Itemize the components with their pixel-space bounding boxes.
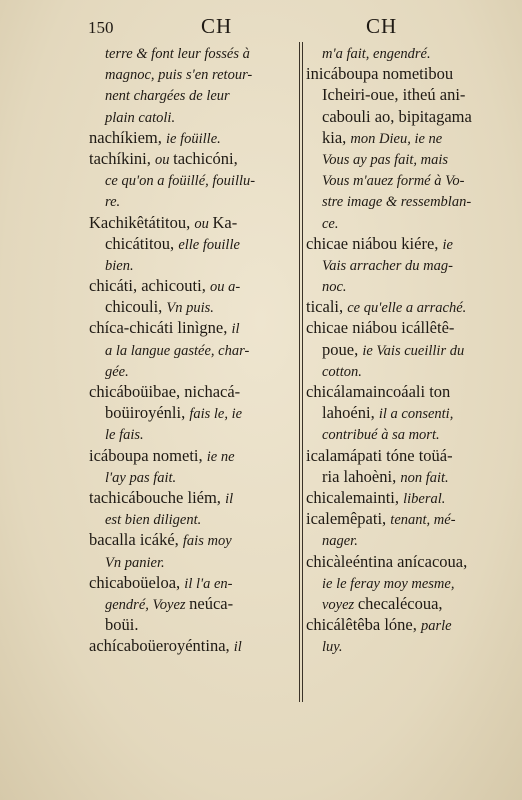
dictionary-entry bbox=[306, 42, 511, 63]
french-gloss: ce qu'on a foüillé, fouillu- bbox=[105, 173, 256, 190]
french-gloss: contribué à sa mort. bbox=[322, 427, 440, 444]
french-gloss: ie Vais cueillir du bbox=[362, 342, 465, 359]
entry-line bbox=[306, 212, 511, 233]
carib-term: boüiroyénli, bbox=[105, 403, 190, 423]
dictionary-entry bbox=[89, 317, 294, 381]
dictionary-entry bbox=[89, 127, 294, 148]
entry-line bbox=[306, 614, 511, 635]
right-column bbox=[306, 42, 511, 656]
carib-term: icalemêpati, bbox=[306, 509, 391, 529]
entry-line bbox=[306, 63, 511, 84]
french-gloss: il bbox=[233, 639, 242, 656]
french-gloss: il l'a en- bbox=[184, 575, 233, 592]
dictionary-entry bbox=[89, 529, 294, 571]
french-gloss: ce. bbox=[322, 215, 339, 232]
dictionary-entry bbox=[306, 296, 511, 317]
french-gloss: ie foüille. bbox=[165, 130, 221, 147]
entry-line bbox=[89, 445, 294, 466]
entry-line bbox=[306, 551, 511, 572]
french-gloss: stre image & ressemblan- bbox=[322, 194, 472, 211]
entry-line bbox=[89, 339, 294, 360]
carib-term: chicae niábou kiére, bbox=[306, 233, 443, 253]
french-gloss: nent chargées de leur bbox=[105, 88, 230, 105]
carib-term: nachíkiem, bbox=[89, 127, 166, 147]
dictionary-entry bbox=[306, 445, 511, 487]
carib-term: chicàleéntina anícacoua, bbox=[306, 551, 468, 571]
french-gloss: Vais arracher du mag- bbox=[322, 257, 453, 274]
french-gloss: Vn panier. bbox=[105, 554, 165, 571]
dictionary-entry bbox=[89, 42, 294, 127]
entry-line bbox=[306, 106, 511, 127]
carib-term: boüi. bbox=[105, 615, 139, 635]
carib-term: tachíkini, bbox=[89, 148, 155, 168]
dictionary-entry bbox=[306, 317, 511, 381]
carib-term: ria lahoèni, bbox=[322, 466, 401, 486]
entry-line bbox=[89, 63, 294, 84]
carib-term: chicae niábou icállêtê- bbox=[306, 318, 455, 338]
entry-line bbox=[89, 635, 294, 656]
running-header bbox=[0, 14, 522, 40]
dictionary-entry bbox=[89, 275, 294, 317]
entry-line bbox=[89, 169, 294, 190]
french-gloss: il bbox=[231, 321, 240, 338]
entry-line bbox=[89, 233, 294, 254]
carib-term: checalécoua, bbox=[357, 593, 443, 613]
dictionary-entry bbox=[89, 635, 294, 656]
french-gloss: ou a- bbox=[209, 279, 241, 296]
left-column bbox=[89, 42, 294, 656]
entry-line bbox=[306, 487, 511, 508]
french-gloss: il a consenti, bbox=[378, 406, 454, 423]
dictionary-entry bbox=[89, 212, 294, 276]
entry-line bbox=[306, 593, 511, 614]
french-gloss: bien. bbox=[105, 257, 134, 274]
carib-term: tachicábouche liém, bbox=[89, 487, 226, 507]
french-gloss: nager. bbox=[322, 533, 358, 550]
dictionary-entry bbox=[89, 487, 294, 529]
dictionary-entry bbox=[306, 63, 511, 233]
entry-line bbox=[89, 296, 294, 317]
carib-term: poue, bbox=[322, 339, 363, 359]
entry-line bbox=[306, 148, 511, 169]
french-gloss: voyez bbox=[322, 596, 358, 613]
french-gloss: est bien diligent. bbox=[105, 512, 202, 529]
carib-term: cabouli ao, bipitagama bbox=[322, 106, 472, 126]
french-gloss: Vn puis. bbox=[166, 300, 214, 317]
french-gloss: terre & font leur fossés à bbox=[105, 46, 250, 62]
carib-term: lahoéni, bbox=[322, 403, 379, 423]
entry-line bbox=[89, 42, 294, 63]
entry-line bbox=[89, 466, 294, 487]
entry-line bbox=[306, 381, 511, 402]
entry-line bbox=[89, 614, 294, 635]
french-gloss: m'a fait, engendré. bbox=[322, 46, 431, 62]
french-gloss: cotton. bbox=[322, 363, 362, 380]
carib-term: neúca- bbox=[189, 593, 234, 613]
french-gloss: liberal. bbox=[403, 490, 446, 507]
french-gloss: fais moy bbox=[182, 533, 232, 550]
entry-line bbox=[89, 127, 294, 148]
french-gloss: parle bbox=[420, 618, 452, 635]
entry-line bbox=[89, 360, 294, 381]
entry-line bbox=[306, 169, 511, 190]
header-letters-left: CH bbox=[201, 14, 233, 38]
entry-line bbox=[89, 551, 294, 572]
carib-term: icáboupa nometi, bbox=[89, 445, 207, 465]
entry-line bbox=[306, 84, 511, 105]
entry-line bbox=[89, 84, 294, 105]
header-letters-right: CH bbox=[366, 14, 398, 38]
entry-line bbox=[89, 423, 294, 444]
entry-line bbox=[89, 487, 294, 508]
entry-line bbox=[306, 233, 511, 254]
french-gloss: ie ne bbox=[206, 448, 235, 465]
carib-term: chicáti, achicouti, bbox=[89, 276, 210, 296]
entry-line bbox=[89, 190, 294, 211]
entry-line bbox=[89, 254, 294, 275]
dictionary-entry bbox=[89, 445, 294, 487]
dictionary-entry bbox=[306, 233, 511, 297]
entry-line bbox=[306, 635, 511, 656]
french-gloss: noc. bbox=[322, 279, 347, 296]
carib-term: icalamápati tóne toüá- bbox=[306, 445, 453, 465]
page-number: 150 bbox=[88, 18, 114, 37]
carib-term: achícaboüeroyéntina, bbox=[89, 636, 234, 656]
entry-line bbox=[89, 508, 294, 529]
entry-line bbox=[306, 254, 511, 275]
french-gloss: non fait. bbox=[400, 469, 449, 486]
french-gloss: Vous m'auez formé à Vo- bbox=[322, 173, 465, 190]
dictionary-entry bbox=[306, 381, 511, 445]
carib-term: Icheiri-oue, itheú ani- bbox=[322, 85, 466, 105]
french-gloss: ou bbox=[194, 215, 213, 232]
french-gloss: il bbox=[225, 490, 234, 507]
french-gloss: Vous ay pas fait, mais bbox=[322, 151, 449, 168]
dictionary-entry bbox=[306, 551, 511, 615]
entry-line bbox=[306, 339, 511, 360]
french-gloss: luy. bbox=[322, 639, 343, 656]
dictionary-entry bbox=[306, 508, 511, 550]
entry-line bbox=[89, 381, 294, 402]
entry-line bbox=[306, 508, 511, 529]
french-gloss: a la langue gastée, char- bbox=[105, 342, 250, 359]
french-gloss: tenant, mé- bbox=[390, 512, 456, 529]
dictionary-entry bbox=[89, 572, 294, 636]
entry-line bbox=[89, 106, 294, 127]
dictionary-entry bbox=[89, 148, 294, 212]
french-gloss: ie le feray moy mesme, bbox=[322, 575, 455, 592]
entry-line bbox=[306, 423, 511, 444]
carib-term: inicáboupa nometibou bbox=[306, 64, 454, 84]
entry-line bbox=[306, 572, 511, 593]
entry-line bbox=[89, 275, 294, 296]
carib-term: bacalla icáké, bbox=[89, 530, 183, 550]
entry-line bbox=[89, 593, 294, 614]
french-gloss: ce qu'elle a arraché. bbox=[347, 300, 467, 317]
entry-line bbox=[89, 572, 294, 593]
french-gloss: mon Dieu, ie ne bbox=[350, 130, 443, 147]
french-gloss: fais le, ie bbox=[189, 406, 243, 423]
entry-line bbox=[306, 445, 511, 466]
french-gloss: magnoc, puis s'en retour- bbox=[105, 67, 253, 84]
carib-term: chicálêtêba lóne, bbox=[306, 615, 421, 635]
entry-line bbox=[306, 127, 511, 148]
entry-line bbox=[306, 529, 511, 550]
french-gloss: plain catoli. bbox=[105, 109, 176, 126]
french-gloss: l'ay pas fait. bbox=[105, 469, 177, 486]
french-gloss: gée. bbox=[105, 363, 129, 380]
dictionary-entry bbox=[306, 487, 511, 508]
carib-term: chicouli, bbox=[105, 297, 167, 317]
entry-line bbox=[89, 148, 294, 169]
carib-term: Ka- bbox=[212, 212, 238, 232]
french-gloss: ie bbox=[442, 236, 453, 253]
entry-line bbox=[306, 466, 511, 487]
carib-term: chicálamaincoáali ton bbox=[306, 382, 451, 401]
entry-line bbox=[89, 212, 294, 233]
french-gloss: le fais. bbox=[105, 427, 144, 444]
carib-term: ticali, bbox=[306, 297, 348, 317]
carib-term: kia, bbox=[322, 127, 351, 147]
carib-term: chicáboüibae, nichacá- bbox=[89, 382, 241, 401]
carib-term: chíca-chicáti linìgne, bbox=[89, 318, 232, 338]
french-gloss: elle fouille bbox=[178, 236, 240, 253]
entry-line bbox=[306, 402, 511, 423]
french-gloss: gendré, Voyez bbox=[105, 596, 190, 613]
entry-line bbox=[306, 190, 511, 211]
entry-line bbox=[306, 360, 511, 381]
entry-line bbox=[89, 529, 294, 550]
column-divider bbox=[299, 42, 303, 702]
entry-line bbox=[306, 317, 511, 338]
french-gloss: re. bbox=[105, 194, 121, 211]
dictionary-entry bbox=[306, 614, 511, 656]
carib-term: chicalemainti, bbox=[306, 487, 404, 507]
french-gloss: ou bbox=[154, 151, 174, 168]
entry-line bbox=[89, 402, 294, 423]
entry-line bbox=[306, 296, 511, 317]
carib-term: tachicóni, bbox=[173, 148, 238, 168]
carib-term: chicaboüeloa, bbox=[89, 572, 185, 592]
entry-line bbox=[306, 42, 511, 63]
carib-term: Kachikêtátitou, bbox=[89, 212, 195, 232]
carib-term: chicátitou, bbox=[105, 233, 179, 253]
entry-line bbox=[89, 317, 294, 338]
dictionary-entry bbox=[89, 381, 294, 445]
entry-line bbox=[306, 275, 511, 296]
